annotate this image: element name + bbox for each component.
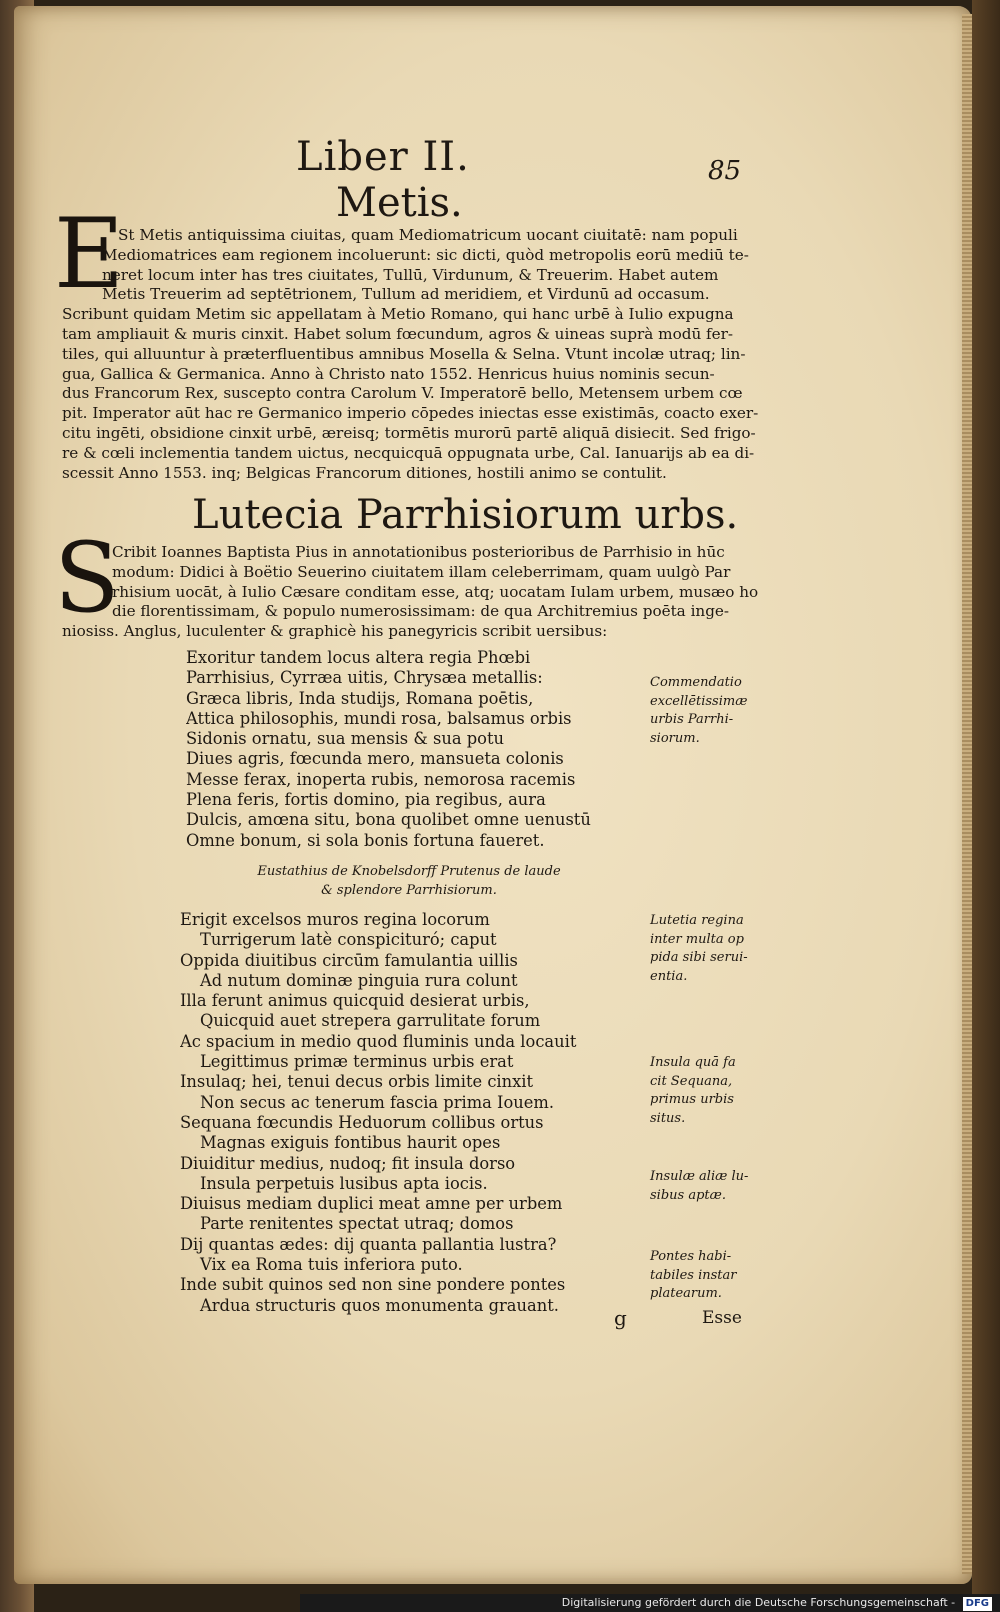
- verse-line: Non secus ac tenerum fascia prima Iouem.: [200, 1092, 555, 1112]
- text-line: Mediomatrices eam regionem incoluerunt: sic dicti, quòd metropolis eorū mediū te-: [102, 245, 749, 264]
- verse-line: Vix ea Roma tuis inferiora puto.: [200, 1255, 463, 1275]
- text-line: gua, Gallica & Germanica. Anno à Christo nato 1552. Henricus huius nominis secun-: [62, 364, 715, 383]
- heading-metis: Metis.: [336, 180, 463, 226]
- text-line: pit. Imperator aūt hac re Germanico imperio cōpedes iniectas esse existimās, coacto exer-: [62, 404, 759, 423]
- margin-note-line: sibus aptæ.: [650, 1187, 726, 1203]
- text-line: Scribunt quidam Metim sic appellatam à Metio Romano, qui hanc urbē à Iulio expugna: [62, 305, 734, 324]
- verse-caption: [244, 862, 574, 900]
- verse-line: Sequana fœcundis Heduorum collibus ortus: [180, 1112, 544, 1132]
- verse-architremius: [186, 648, 606, 851]
- margin-note-line: pida sibi serui-: [650, 950, 748, 965]
- margin-note-line: entia.: [650, 968, 688, 984]
- lutecia-paragraph: [62, 543, 762, 642]
- margin-note-line: situs.: [650, 1110, 686, 1126]
- text-line: tam ampliauit & muris cinxit. Habet solum fœcundum, agros & uineas suprà modū fer-: [62, 324, 734, 343]
- margin-note-insula: [650, 1054, 760, 1128]
- verse-line: Insulaq; hei, tenui decus orbis limite cinxit: [180, 1072, 534, 1092]
- verse-line: Diuisus mediam duplici meat amne per urbem: [180, 1194, 563, 1214]
- text-line: St Metis antiquissima ciuitas, quam Mediomatricum uocant ciuitatē: nam populi: [118, 226, 738, 244]
- text-line: tiles, qui alluuntur à præterfluentibus amnibus Mosella & Selna. Vtunt incolæ utraq; lin-: [62, 344, 746, 363]
- margin-note-line: tabiles instar: [650, 1267, 737, 1283]
- verse-line: Omne bonum, si sola bonis fortuna faueret.: [186, 830, 545, 850]
- caption-line-2: & splendore Parrhisiorum.: [321, 883, 497, 898]
- verse-line: Magnas exiguis fontibus haurit opes: [200, 1133, 501, 1153]
- verse-line: Græca libris, Inda studijs, Romana poētis,: [186, 688, 534, 708]
- margin-note-line: inter multa op: [650, 931, 744, 947]
- margin-note-line: cit Sequana,: [650, 1073, 733, 1089]
- margin-note-line: Lutetia regina: [650, 913, 744, 928]
- margin-note-line: Insula quā fa: [650, 1055, 736, 1070]
- metis-paragraph: [62, 226, 762, 483]
- running-title: Liber II.: [296, 134, 470, 180]
- caption-line-1: Eustathius de Knobelsdorff Prutenus de laude: [257, 864, 561, 879]
- margin-note-line: urbis Parrhi-: [650, 712, 734, 727]
- dfg-footer: [300, 1594, 1000, 1612]
- verse-line: Sidonis ornatu, sua mensis & sua potu: [186, 729, 504, 749]
- verse-line: Erigit excelsos muros regina locorum: [180, 910, 490, 929]
- margin-note-commendatio: [650, 674, 760, 748]
- verse-line: Ac spacium in medio quod fluminis unda locauit: [180, 1031, 577, 1051]
- text-line: Cribit Ioannes Baptista Pius in annotationibus posterioribus de Parrhisio in hūc: [112, 543, 725, 561]
- margin-note-line: siorum.: [650, 730, 700, 746]
- text-line: rhisium uocāt, à Iulio Cæsare conditam esse, atq; uocatam Iulam urbem, musæo ho: [112, 582, 759, 601]
- margin-note-line: Pontes habi-: [650, 1249, 732, 1264]
- verse-line: Legittimus primæ terminus urbis erat: [200, 1052, 514, 1072]
- margin-note-lutetia: [650, 912, 760, 986]
- verse-line: Inde subit quinos sed non sine pondere pontes: [180, 1275, 566, 1295]
- verse-line: Diues agris, fœcunda mero, mansueta colonis: [186, 749, 564, 769]
- footer-text: Digitalisierung gefördert durch die Deutsche Forschungsgemeinschaft -: [561, 1596, 956, 1609]
- verse-line: Attica philosophis, mundi rosa, balsamus orbis: [186, 708, 572, 728]
- text-line: Metis Treuerim ad septētrionem, Tullum ad meridiem, et Virdunū ad occasum.: [102, 285, 710, 304]
- signature-mark: g: [614, 1306, 627, 1330]
- verse-line: Diuiditur medius, nudoq; fit insula dorso: [180, 1153, 516, 1173]
- folio-number: 85: [708, 156, 742, 186]
- verse-line: Quicquid auet strepera garrulitate forum: [200, 1011, 541, 1031]
- verse-line: Dulcis, amœna situ, bona quolibet omne uenustū: [186, 810, 591, 830]
- text-line: re & cœli inclementia tandem uictus, necquicquā oppugnata urbe, Cal. Ianuarijs ab ea di-: [62, 443, 755, 462]
- text-line: neret locum inter has tres ciuitates, Tullū, Virdunum, & Treuerim. Habet autem: [102, 265, 719, 284]
- text-line: niosiss. Anglus, luculenter & graphicè his panegyricis scribit uersibus:: [62, 622, 608, 641]
- verse-line: Ad nutum dominæ pinguia rura colunt: [200, 970, 518, 990]
- text-line: scessit Anno 1553. inq; Belgicas Francorum ditiones, hostili animo se contulit.: [62, 463, 667, 482]
- text-line: citu ingēti, obsidione cinxit urbē, æreisq; tormētis murorū partē aliquā disiecit. Sed frigo-: [62, 423, 756, 442]
- dropcap-e: E: [54, 198, 125, 310]
- verse-line: Dij quantas ædes: dij quanta pallantia lustra?: [180, 1234, 557, 1254]
- margin-note-pontes: [650, 1248, 760, 1304]
- text-line: die florentissimam, & populo numerosissimam: de qua Architremius poēta inge-: [112, 602, 730, 621]
- margin-note-insulae: [650, 1168, 760, 1205]
- verse-line: Illa ferunt animus quicquid desierat urbis,: [180, 991, 530, 1011]
- verse-line: Insula perpetuis lusibus apta iocis.: [200, 1173, 488, 1193]
- margin-note-line: Commendatio: [650, 675, 742, 690]
- scan-background-right: [972, 0, 1000, 1612]
- margin-note-line: Insulæ aliæ lu-: [650, 1169, 749, 1184]
- verse-line: Turrigerum latè conspicituró; caput: [200, 930, 497, 950]
- margin-note-line: primus urbis: [650, 1092, 734, 1107]
- dropcap-s: S: [54, 522, 120, 634]
- verse-line: Parrhisius, Cyrræa uitis, Chrysæa metallis:: [186, 668, 543, 688]
- verse-line: Ardua structuris quos monumenta grauant.: [200, 1295, 559, 1315]
- verse-line: Plena feris, fortis domino, pia regibus, aura: [186, 790, 546, 810]
- margin-note-line: platearum.: [650, 1286, 722, 1301]
- text-line: modum: Didici à Boëtio Seuerino ciuitatem illam celeberrimam, quam uulgò Par: [112, 562, 731, 581]
- catchword: Esse: [702, 1308, 742, 1328]
- margin-note-line: excellētissimæ: [650, 693, 748, 709]
- verse-line: Oppida diuitibus circūm famulantia uillis: [180, 950, 518, 970]
- page-header: [14, 134, 972, 194]
- verse-line: Parte renitentes spectat utraq; domos: [200, 1214, 514, 1234]
- dfg-logo: DFG: [963, 1597, 992, 1611]
- verse-line: Exoritur tandem locus altera regia Phœbi: [186, 648, 531, 667]
- book-page: [14, 6, 972, 1584]
- verse-knobelsdorff: [180, 910, 600, 1316]
- verse-line: Messe ferax, inoperta rubis, nemorosa racemis: [186, 769, 576, 789]
- page-edge: [962, 14, 972, 1574]
- text-line: dus Francorum Rex, suscepto contra Carolum V. Imperatorē bello, Metensem urbem cœ: [62, 384, 743, 403]
- heading-lutecia: Lutecia Parrhisiorum urbs.: [192, 492, 739, 538]
